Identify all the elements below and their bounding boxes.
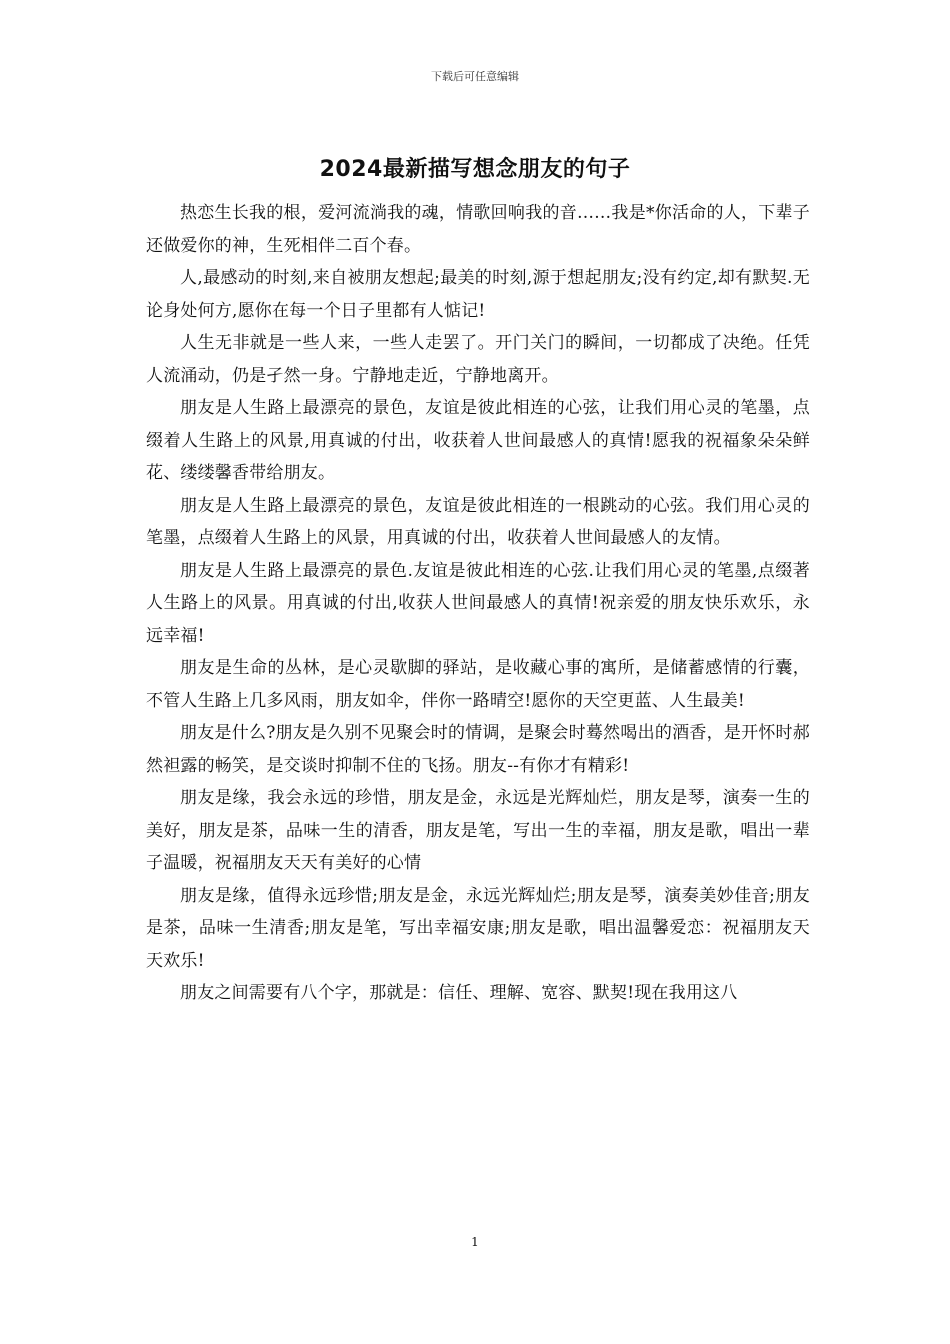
paragraph: 朋友之间需要有八个字，那就是：信任、理解、宽容、默契!现在我用这八 xyxy=(180,983,738,1003)
paragraph: 朋友是缘，我会永远的珍惜，朋友是金，永远是光辉灿烂，朋友是琴，演奏一生的美好，朋友是茶，品味一生的清香，朋友是笔，写出一生的幸福，朋友是歌，唱出一辈子温暖，祝福朋友天天有美好的心情 xyxy=(146,788,810,873)
paragraph: 人生无非就是一些人来，一些人走罢了。开门关门的瞬间，一切都成了决绝。任凭人流涌动，仍是孑然一身。宁静地走近，宁静地离开。 xyxy=(146,333,810,386)
paragraph: 朋友是缘，值得永远珍惜;朋友是金，永远光辉灿烂;朋友是琴，演奏美妙佳音;朋友是茶，品味一生清香;朋友是笔，写出幸福安康;朋友是歌，唱出温馨爱恋：祝福朋友天天欢乐! xyxy=(146,885,810,971)
paragraph: 热恋生长我的根，爱河流淌我的魂，情歌回响我的音……我是*你活命的人，下辈子还做爱你的神，生死相伴二百个春。 xyxy=(146,203,810,256)
paragraph: 朋友是人生路上最漂亮的景色.友谊是彼此相连的心弦.让我们用心灵的笔墨,点缀著人生路上的风景。用真诚的付出,收获人世间最感人的真情!祝亲爱的朋友快乐欢乐，永远幸福! xyxy=(146,560,810,646)
paragraph: 朋友是生命的丛林，是心灵歇脚的驿站，是收藏心事的寓所，是储蓄感情的行囊，不管人生路上几多风雨，朋友如伞，伴你一路晴空!愿你的天空更蓝、人生最美! xyxy=(146,658,810,711)
page-header: 下载后可任意编辑 xyxy=(431,70,519,83)
page-number: 1 xyxy=(471,1235,479,1249)
paragraph: 朋友是什么?朋友是久别不见聚会时的情调，是聚会时蓦然喝出的酒香，是开怀时郝然袒露的畅笑，是交谈时抑制不住的飞扬。朋友--有你才有精彩! xyxy=(146,723,810,776)
paragraph: 朋友是人生路上最漂亮的景色，友谊是彼此相连的心弦，让我们用心灵的笔墨，点缀着人生路上的风景,用真诚的付出，收获着人世间最感人的真情!愿我的祝福象朵朵鲜花、缕缕馨香带给朋友。 xyxy=(146,398,810,483)
paragraph: 人,最感动的时刻,来自被朋友想起;最美的时刻,源于想起朋友;没有约定,却有默契.无论身处何方,愿你在每一个日子里都有人惦记! xyxy=(146,268,810,321)
paragraph: 朋友是人生路上最漂亮的景色，友谊是彼此相连的一根跳动的心弦。我们用心灵的笔墨，点缀着人生路上的风景，用真诚的付出，收获着人世间最感人的友情。 xyxy=(146,495,810,548)
document-body xyxy=(146,197,810,1010)
document-title: 2024最新描写想念朋友的句子 xyxy=(319,157,631,182)
